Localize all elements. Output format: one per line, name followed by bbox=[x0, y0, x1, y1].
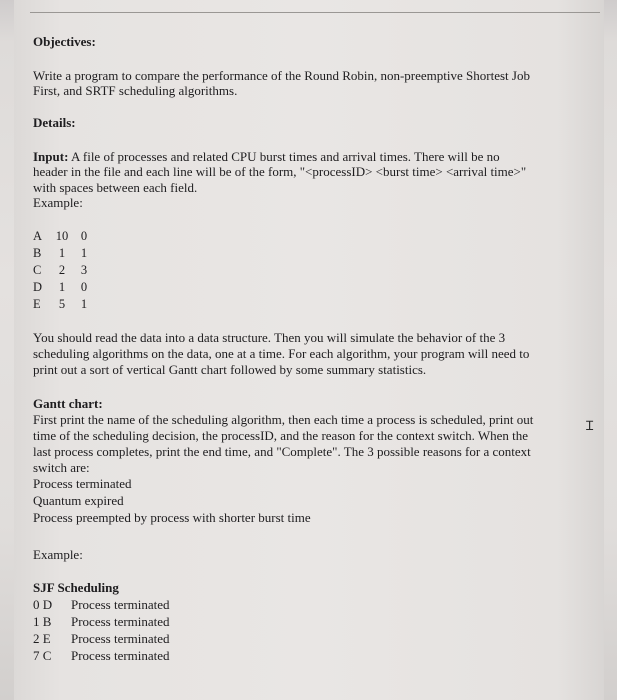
process-id: B bbox=[33, 246, 42, 260]
process-id: E bbox=[33, 297, 41, 311]
gantt-line-4: switch are: bbox=[33, 460, 90, 475]
objectives-line-1: Write a program to compare the performance of the Round Robin, non-preemptive Shortest Job bbox=[33, 68, 530, 83]
sjf-time-process: 1 B bbox=[33, 614, 52, 629]
sjf-reason: Process terminated bbox=[71, 648, 170, 663]
gantt-line-1: First print the name of the scheduling algorithm, then each time a process is scheduled, print out bbox=[33, 412, 534, 427]
paragraph-line-1: You should read the data into a data structure. Then you will simulate the behavior of the 3 bbox=[33, 330, 506, 345]
sjf-time-process: 2 E bbox=[33, 631, 51, 646]
paragraph-line-3: print out a sort of vertical Gantt chart followed by some summary statistics. bbox=[33, 362, 427, 377]
input-example-label: Example: bbox=[33, 195, 83, 210]
sjf-reason: Process terminated bbox=[71, 597, 170, 612]
arrival-time: 3 bbox=[80, 263, 88, 277]
table-row bbox=[33, 263, 95, 278]
input-line-3: with spaces between each field. bbox=[33, 180, 198, 195]
arrival-time: 0 bbox=[80, 229, 88, 243]
reason-quantum-expired: Quantum expired bbox=[33, 493, 124, 508]
burst-time: 10 bbox=[55, 229, 69, 243]
burst-time: 1 bbox=[58, 246, 66, 260]
details-heading: Details: bbox=[33, 115, 76, 130]
burst-time: 1 bbox=[58, 280, 66, 294]
input-line-1-text: A file of processes and related CPU burst times and arrival times. There will be no bbox=[68, 149, 500, 164]
input-label: Input: bbox=[33, 149, 69, 164]
arrival-time: 1 bbox=[80, 246, 88, 260]
sjf-reason: Process terminated bbox=[71, 631, 170, 646]
table-row bbox=[33, 297, 95, 312]
gantt-heading: Gantt chart: bbox=[33, 396, 103, 411]
list-item bbox=[33, 631, 170, 647]
list-item bbox=[33, 597, 170, 613]
reason-process-preempted: Process preempted by process with shorter burst time bbox=[33, 510, 311, 525]
process-id: C bbox=[33, 263, 42, 277]
objectives-line-2: First, and SRTF scheduling algorithms. bbox=[33, 83, 238, 98]
list-item bbox=[33, 614, 170, 630]
input-line-1 bbox=[33, 149, 500, 165]
table-row bbox=[33, 246, 95, 261]
burst-time: 5 bbox=[58, 297, 66, 311]
list-item bbox=[33, 648, 170, 664]
sjf-reason: Process terminated bbox=[71, 614, 170, 629]
text-cursor-icon: Ɪ bbox=[586, 418, 594, 433]
top-rule bbox=[30, 12, 600, 13]
example-label: Example: bbox=[33, 547, 83, 562]
sjf-time-process: 0 D bbox=[33, 597, 53, 612]
input-line-2: header in the file and each line will be of the form, "<processID> <burst time> <arrival time>" bbox=[33, 164, 527, 179]
gantt-line-3: last process completes, print the end time, and "Complete". The 3 possible reasons for a context bbox=[33, 444, 531, 459]
sjf-title: SJF Scheduling bbox=[33, 580, 119, 595]
objectives-heading: Objectives: bbox=[33, 34, 96, 49]
process-id: A bbox=[33, 229, 43, 243]
arrival-time: 0 bbox=[80, 280, 88, 294]
process-id: D bbox=[33, 280, 43, 294]
paragraph-line-2: scheduling algorithms on the data, one at a time. For each algorithm, your program will need to bbox=[33, 346, 530, 361]
table-row bbox=[33, 229, 95, 244]
arrival-time: 1 bbox=[80, 297, 88, 311]
gantt-line-2: time of the scheduling decision, the processID, and the reason for the context switch. When the bbox=[33, 428, 529, 443]
burst-time: 2 bbox=[58, 263, 66, 277]
sjf-time-process: 7 C bbox=[33, 648, 52, 663]
table-row bbox=[33, 280, 95, 295]
reason-process-terminated: Process terminated bbox=[33, 476, 132, 491]
